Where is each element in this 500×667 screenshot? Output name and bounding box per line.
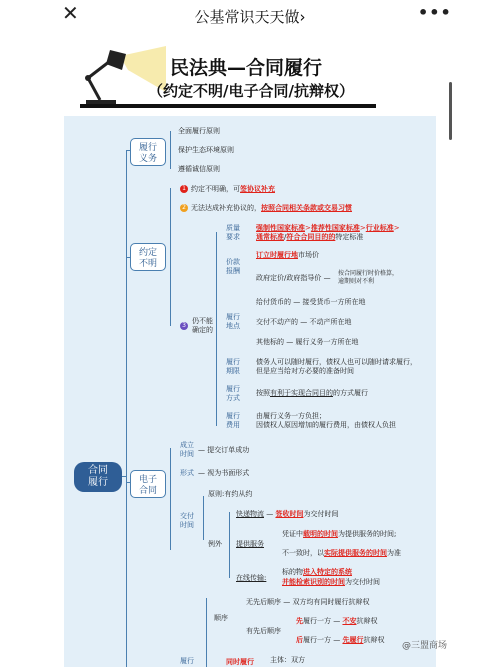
connector bbox=[216, 232, 217, 426]
service-text-3: 不一致时，以 bbox=[282, 549, 324, 557]
node-unclear-label-1: 约定 bbox=[138, 248, 157, 258]
first-defense-text: 抗辩权 bbox=[356, 617, 378, 625]
delivery-exception: 例外 bbox=[208, 540, 222, 548]
label-delivery bbox=[180, 512, 194, 530]
title-underline bbox=[80, 104, 376, 108]
node-duty-label-2: 义务 bbox=[138, 154, 157, 164]
label-period-2: 期限 bbox=[226, 367, 240, 375]
subject-line: 主体：双方 bbox=[270, 656, 305, 664]
courier-highlight: 签收时间 bbox=[275, 510, 304, 518]
unclear-item-1-text: 约定不明确，可 bbox=[191, 185, 240, 193]
place-line-3: 其他标的 — 履行义务一方所在地 bbox=[256, 338, 359, 346]
cost-line-2: 因债权人原因增加的履行费用，由债权人负担 bbox=[256, 421, 396, 429]
quality-line-1 bbox=[256, 224, 400, 233]
unclear-item-2-highlight: 按照合同相关条款或交易习惯 bbox=[261, 204, 352, 212]
quality-gt-2: > bbox=[359, 224, 366, 232]
page-title: 民法典—合同履行 bbox=[170, 57, 323, 79]
node-e-contract-label-1: 电子 bbox=[138, 475, 157, 485]
later-party-line bbox=[296, 636, 384, 645]
courier-line bbox=[236, 510, 338, 519]
label-delivery-1: 交付 bbox=[180, 512, 194, 520]
label-method-2: 方式 bbox=[226, 394, 240, 402]
label-price-1: 价款 bbox=[226, 258, 240, 266]
label-formation bbox=[180, 441, 194, 459]
label-quality bbox=[226, 224, 240, 242]
method-text-1: 按照 bbox=[256, 389, 270, 397]
quality-slash: / bbox=[284, 233, 287, 241]
online-highlight-2: 并能检索识别的时间 bbox=[282, 578, 345, 586]
connector bbox=[170, 448, 171, 550]
service-text-1: 凭证中 bbox=[282, 530, 303, 538]
online-line-1 bbox=[282, 568, 352, 577]
label-period bbox=[226, 358, 240, 376]
courier-label: 快递物流 bbox=[236, 510, 264, 518]
online-highlight-1: 进入特定的系统 bbox=[303, 568, 352, 576]
form-value: — 视为书面形式 bbox=[198, 469, 250, 477]
number-badge-1: 1 bbox=[180, 185, 188, 193]
chevron-right-icon: › bbox=[299, 8, 306, 26]
quality-standard-3: 行业标准 bbox=[365, 224, 394, 232]
unclear-item-3-line-1: 仍不能 bbox=[192, 317, 213, 325]
delivery-principle: 原则:有约从约 bbox=[208, 490, 253, 498]
label-cost bbox=[226, 412, 240, 430]
connector bbox=[170, 188, 171, 326]
price-note-2: 逾期则对不利 bbox=[338, 278, 375, 285]
first-highlight: 先 bbox=[296, 617, 303, 625]
no-order-line: 无先后顺序 — 双方均有同时履行抗辩权 bbox=[246, 598, 370, 606]
period-line-2: 但是应当给对方必要的准备时间 bbox=[256, 367, 354, 375]
quality-standard-4: 通常标准 bbox=[256, 233, 284, 241]
service-highlight-2: 实际提供服务的时间 bbox=[324, 549, 387, 557]
label-method-1: 履行 bbox=[226, 385, 240, 393]
online-text-2: 为交付时间 bbox=[345, 578, 380, 586]
later-text: 履行一方 — bbox=[303, 636, 343, 644]
quality-gt-1: > bbox=[305, 224, 311, 232]
node-unclear-label-2: 不明 bbox=[138, 259, 157, 269]
price-line-1 bbox=[256, 251, 319, 260]
quality-standard-5: 符合合同目的的 bbox=[286, 233, 336, 241]
cost-line-1: 由履行义务一方负担； bbox=[256, 412, 326, 420]
label-price bbox=[226, 258, 240, 276]
scrollbar[interactable] bbox=[449, 82, 452, 140]
mindmap-panel bbox=[64, 116, 436, 667]
root-node bbox=[74, 462, 122, 492]
formation-value: — 提交订单成功 bbox=[198, 446, 250, 454]
root-label-2: 履行 bbox=[88, 477, 108, 488]
label-method bbox=[226, 385, 240, 403]
courier-text: 为交付时间 bbox=[303, 510, 339, 518]
method-text-2: 的方式履行 bbox=[333, 389, 368, 397]
label-order: 顺序 bbox=[214, 614, 228, 622]
service-text-4: 为准 bbox=[387, 549, 401, 557]
place-line-1: 给付货币的 — 接受货币一方所在地 bbox=[256, 298, 366, 306]
label-form: 形式 bbox=[180, 469, 194, 477]
quality-standard-6: 特定标准 bbox=[335, 233, 364, 241]
duty-item: 保护生态环境原则 bbox=[178, 146, 234, 154]
label-delivery-2: 时间 bbox=[180, 521, 194, 529]
label-price-2: 报酬 bbox=[226, 267, 240, 275]
connector bbox=[229, 512, 230, 578]
online-label: 在线传输: bbox=[236, 574, 267, 582]
label-formation-2: 时间 bbox=[180, 450, 194, 458]
label-performance: 履行 bbox=[180, 657, 194, 665]
node-unclear bbox=[130, 243, 166, 271]
unclear-item-1-highlight: 签协议补充 bbox=[240, 185, 275, 193]
price-highlight: 订立时履行地 bbox=[256, 251, 298, 259]
label-place-2: 地点 bbox=[226, 322, 240, 330]
connector bbox=[170, 131, 171, 169]
unclear-item-3 bbox=[192, 317, 213, 335]
close-icon[interactable]: ✕ bbox=[62, 1, 79, 25]
first-party-line bbox=[296, 617, 377, 626]
quality-standard-1: 强制性国家标准 bbox=[256, 224, 305, 232]
connector bbox=[206, 598, 207, 667]
node-duty-label-1: 履行 bbox=[138, 143, 157, 153]
first-text: 履行一方 — bbox=[303, 617, 343, 625]
label-period-1: 履行 bbox=[226, 358, 240, 366]
watermark: @三盟商场 bbox=[402, 641, 448, 651]
page-subtitle: （约定不明/电子合同/抗辩权） bbox=[148, 82, 354, 100]
first-defense-highlight: 不安 bbox=[342, 617, 357, 625]
label-quality-1: 质量 bbox=[226, 224, 240, 232]
courier-dash: — bbox=[264, 510, 276, 518]
label-quality-2: 要求 bbox=[226, 233, 240, 241]
quality-line-2 bbox=[256, 233, 363, 242]
unclear-item-1 bbox=[191, 185, 275, 194]
connector bbox=[203, 496, 204, 540]
place-line-2: 交付不动产的 — 不动产所在地 bbox=[256, 318, 352, 326]
node-e-contract bbox=[130, 470, 166, 498]
service-line-1 bbox=[282, 530, 396, 539]
quality-standard-2: 推荐性国家标准 bbox=[310, 224, 360, 232]
number-badge-3: 3 bbox=[180, 322, 188, 330]
unclear-item-3-line-2: 确定的 bbox=[192, 326, 213, 334]
node-e-contract-label-2: 合同 bbox=[138, 486, 157, 496]
node-duty bbox=[130, 138, 166, 166]
account-name[interactable]: 公基常识天天做 bbox=[194, 8, 300, 26]
period-line-1: 债务人可以随时履行，债权人也可以随时请求履行， bbox=[256, 358, 417, 366]
duty-item: 全面履行原则 bbox=[178, 127, 220, 135]
unclear-item-2-text: 无法达成补充协议的， bbox=[191, 204, 261, 212]
later-defense-highlight: 先履行 bbox=[342, 636, 364, 644]
root-label-1: 合同 bbox=[88, 465, 108, 476]
number-badge-2: 2 bbox=[180, 204, 188, 212]
quality-gt-3: > bbox=[393, 224, 400, 232]
service-line-2 bbox=[282, 549, 401, 558]
label-cost-2: 费用 bbox=[226, 421, 240, 429]
price-line-2: 政府定价/政府指导价 — bbox=[256, 274, 331, 282]
simultaneous-label: 同时履行 bbox=[226, 658, 254, 666]
duty-item: 遵循诚信原则 bbox=[178, 165, 220, 173]
label-place bbox=[226, 313, 240, 331]
label-formation-1: 成立 bbox=[180, 441, 194, 449]
more-icon[interactable]: ••• bbox=[418, 3, 452, 22]
online-text-1: 标的物 bbox=[282, 568, 303, 576]
price-text: 市场价 bbox=[298, 251, 319, 259]
service-highlight-1: 载明的时间 bbox=[303, 530, 338, 538]
online-line-2 bbox=[282, 578, 380, 587]
later-highlight: 后 bbox=[296, 636, 303, 644]
price-note-1: 按合同履行时价格算， bbox=[338, 270, 399, 277]
label-place-1: 履行 bbox=[226, 313, 240, 321]
method-line bbox=[256, 389, 368, 398]
nav-bar bbox=[0, 0, 500, 30]
unclear-item-2 bbox=[191, 204, 352, 213]
service-text-2: 为提供服务的时间; bbox=[338, 530, 397, 538]
connector bbox=[126, 150, 127, 667]
service-label: 提供服务 bbox=[236, 540, 264, 548]
later-defense-text: 抗辩权 bbox=[363, 636, 385, 644]
has-order-label: 有先后顺序 bbox=[246, 627, 281, 635]
method-highlight: 有利于实现合同目的 bbox=[270, 389, 333, 397]
price-line-3 bbox=[338, 270, 398, 286]
label-cost-1: 履行 bbox=[226, 412, 240, 420]
